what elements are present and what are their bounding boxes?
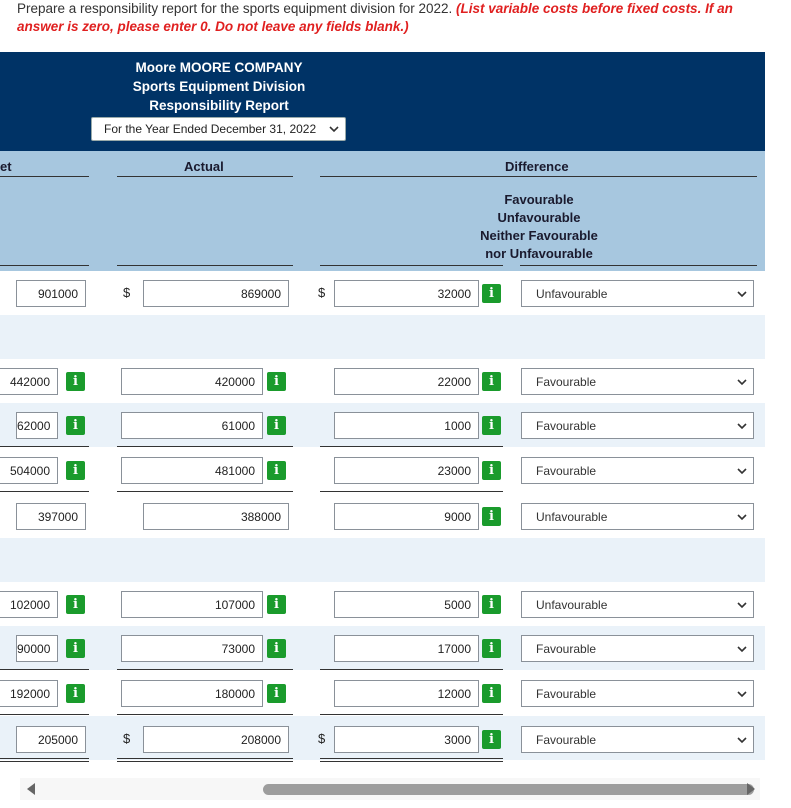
chevron-down-icon <box>329 124 339 134</box>
chevron-down-icon <box>737 421 747 431</box>
status-select-value: Favourable <box>536 733 597 747</box>
instructions <box>17 0 777 36</box>
info-icon[interactable]: i <box>66 461 85 480</box>
actual-input[interactable]: 869000 <box>143 280 289 307</box>
status-select[interactable] <box>521 503 754 530</box>
instructions-emphasis: (List variable costs before fixed costs. If an answer is zero, please enter 0. Do not leave any fields blank.) <box>17 1 733 34</box>
chevron-down-icon <box>737 600 747 610</box>
actual-input[interactable]: 73000 <box>121 635 263 662</box>
budget-input[interactable]: 102000 <box>0 591 58 618</box>
actual-input[interactable]: 61000 <box>121 412 263 439</box>
actual-input[interactable]: 420000 <box>121 368 263 395</box>
difference-input[interactable]: 32000 <box>334 280 479 307</box>
difference-input[interactable]: 12000 <box>334 680 479 707</box>
status-select[interactable] <box>521 457 754 484</box>
column-header <box>0 151 765 271</box>
status-select[interactable] <box>521 280 754 307</box>
difference-column-label: Difference <box>505 159 569 174</box>
divider <box>0 265 89 266</box>
status-select[interactable] <box>521 680 754 707</box>
instructions-text: Prepare a responsibility report for the sports equipment division for 2022. <box>17 1 456 16</box>
divider <box>117 446 293 447</box>
status-select[interactable] <box>521 368 754 395</box>
report-title: Responsibility Report <box>149 98 289 113</box>
info-icon[interactable]: i <box>267 684 286 703</box>
divider <box>0 714 89 715</box>
info-icon[interactable]: i <box>66 684 85 703</box>
info-icon[interactable]: i <box>482 639 501 658</box>
difference-input[interactable]: 23000 <box>334 457 479 484</box>
info-icon[interactable]: i <box>482 461 501 480</box>
chevron-down-icon <box>737 735 747 745</box>
divider <box>320 176 757 177</box>
info-icon[interactable]: i <box>66 416 85 435</box>
budget-input[interactable]: 192000 <box>0 680 58 707</box>
status-select-value: Favourable <box>536 419 597 433</box>
divider <box>320 669 503 670</box>
horizontal-scrollbar[interactable] <box>20 778 760 800</box>
actual-input[interactable]: 107000 <box>121 591 263 618</box>
period-select-value: For the Year Ended December 31, 2022 <box>104 122 317 136</box>
divider <box>117 714 293 715</box>
status-select[interactable] <box>521 591 754 618</box>
info-icon[interactable]: i <box>482 372 501 391</box>
difference-input[interactable]: 3000 <box>334 726 479 753</box>
divider <box>0 176 89 177</box>
divider <box>117 669 293 670</box>
difference-input[interactable]: 5000 <box>334 591 479 618</box>
info-icon[interactable]: i <box>482 595 501 614</box>
budget-input[interactable]: 397000 <box>16 503 86 530</box>
budget-column-label: et <box>0 159 12 174</box>
actual-column-label: Actual <box>184 159 224 174</box>
chevron-down-icon <box>737 644 747 654</box>
status-select-value: Unfavourable <box>536 510 608 524</box>
info-icon[interactable]: i <box>482 416 501 435</box>
divider <box>0 491 89 492</box>
division-name: Sports Equipment Division <box>132 79 306 94</box>
status-select[interactable] <box>521 726 754 753</box>
currency-symbol: $ <box>123 285 131 300</box>
row-band <box>0 315 765 359</box>
divider <box>320 446 503 447</box>
info-icon[interactable]: i <box>267 461 286 480</box>
budget-input[interactable]: 90000 <box>16 635 58 662</box>
currency-symbol: $ <box>123 731 131 746</box>
nor-label: nor Unfavourable <box>485 246 593 261</box>
chevron-down-icon <box>737 289 747 299</box>
budget-input[interactable]: 504000 <box>0 457 58 484</box>
period-select[interactable] <box>91 117 346 141</box>
actual-input[interactable]: 180000 <box>121 680 263 707</box>
actual-input[interactable]: 208000 <box>143 726 289 753</box>
status-select-value: Favourable <box>536 375 597 389</box>
status-select-value: Unfavourable <box>536 598 608 612</box>
status-select[interactable] <box>521 635 754 662</box>
scroll-left-arrow-icon[interactable] <box>27 783 35 795</box>
status-select-value: Favourable <box>536 687 597 701</box>
info-icon[interactable]: i <box>482 730 501 749</box>
divider <box>320 491 503 492</box>
divider <box>117 176 293 177</box>
info-icon[interactable]: i <box>66 372 85 391</box>
divider <box>0 446 89 447</box>
info-icon[interactable]: i <box>267 639 286 658</box>
budget-input[interactable]: 901000 <box>16 280 86 307</box>
neither-label: Neither Favourable <box>480 228 598 243</box>
info-icon[interactable]: i <box>482 507 501 526</box>
double-underline <box>320 758 503 762</box>
info-icon[interactable]: i <box>482 284 501 303</box>
company-name: Moore MOORE COMPANY <box>135 60 303 75</box>
info-icon[interactable]: i <box>267 416 286 435</box>
actual-input[interactable]: 388000 <box>143 503 289 530</box>
difference-input[interactable]: 17000 <box>334 635 479 662</box>
difference-input[interactable]: 9000 <box>334 503 479 530</box>
double-underline <box>0 758 89 762</box>
currency-symbol: $ <box>318 285 326 300</box>
difference-input[interactable]: 1000 <box>334 412 479 439</box>
divider <box>520 265 757 266</box>
chevron-down-icon <box>737 466 747 476</box>
double-underline <box>117 758 293 762</box>
info-icon[interactable]: i <box>66 595 85 614</box>
budget-input[interactable]: 62000 <box>16 412 58 439</box>
difference-input[interactable]: 22000 <box>334 368 479 395</box>
divider <box>0 669 89 670</box>
divider <box>320 265 503 266</box>
divider <box>117 265 293 266</box>
scroll-right-arrow-icon[interactable] <box>747 783 755 795</box>
actual-input[interactable]: 481000 <box>121 457 263 484</box>
budget-input[interactable]: 442000 <box>0 368 58 395</box>
status-select-value: Unfavourable <box>536 287 608 301</box>
chevron-down-icon <box>737 377 747 387</box>
row-band <box>0 538 765 582</box>
unfavourable-label: Unfavourable <box>497 210 581 225</box>
currency-symbol: $ <box>318 731 326 746</box>
info-icon[interactable]: i <box>267 595 286 614</box>
status-select[interactable] <box>521 412 754 439</box>
status-select-value: Favourable <box>536 464 597 478</box>
divider <box>320 714 503 715</box>
divider <box>117 491 293 492</box>
info-icon[interactable]: i <box>482 684 501 703</box>
status-select-value: Favourable <box>536 642 597 656</box>
budget-input[interactable]: 205000 <box>16 726 86 753</box>
chevron-down-icon <box>737 512 747 522</box>
info-icon[interactable]: i <box>66 639 85 658</box>
scrollbar-thumb[interactable] <box>263 784 754 795</box>
chevron-down-icon <box>737 689 747 699</box>
info-icon[interactable]: i <box>267 372 286 391</box>
favourable-label: Favourable <box>504 192 574 207</box>
